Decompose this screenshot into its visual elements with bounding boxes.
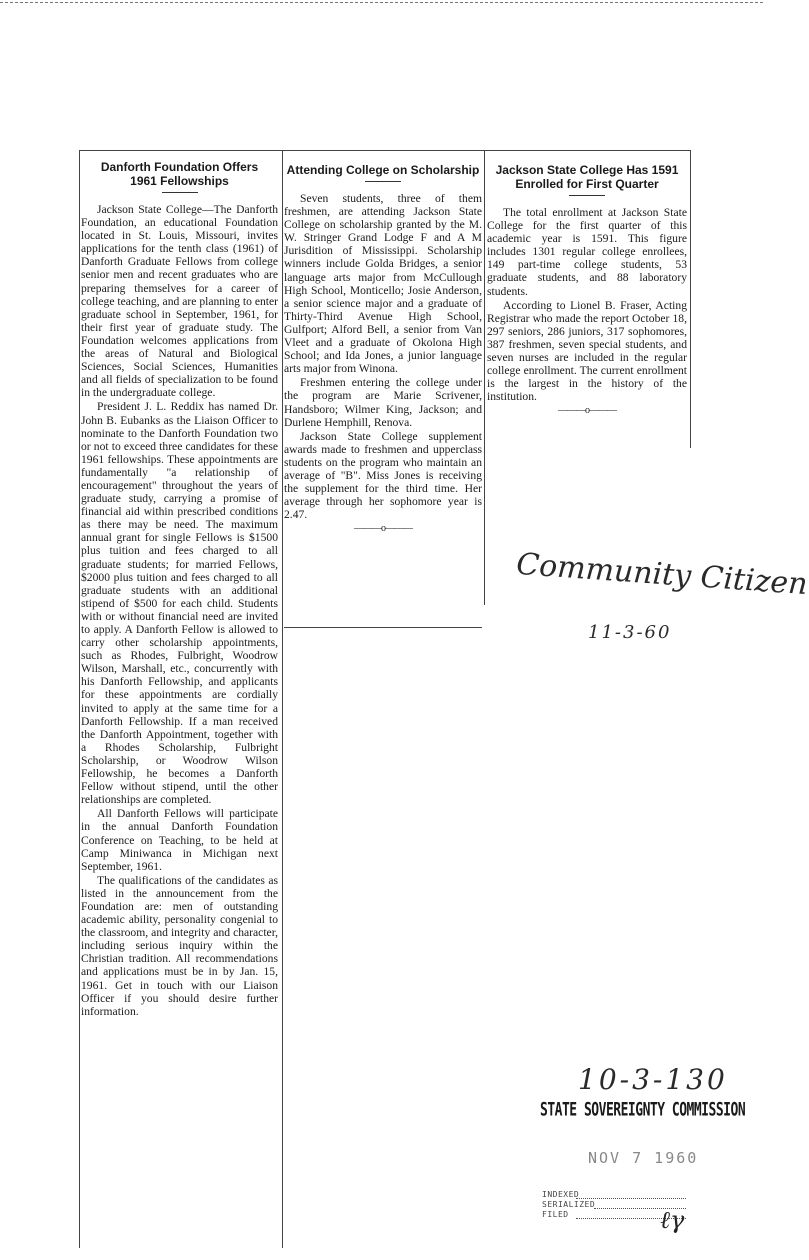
article-2-headline-line-1: Attending College on Scholarship: [286, 163, 480, 177]
article-2-headline: [284, 163, 482, 177]
article-1-paragraph-1: Jackson State College—The Danforth Foundation, an educational Foundation located in St. Louis, Missouri, invites applications for the tenth class (1961) of Danforth Graduate Fellows from college senior men and recent graduates who are preparing themselves for a career of college teaching, and are planning to enter graduate school in September, 1961, for their first year of graduate study. The Foundation welcomes applications from the areas of Natural and Biological Sciences, Social Sciences, Humanities and all fields of specialization to be found in the undergraduate college.: [81, 203, 278, 400]
handwritten-source-note: Community Citizen: [515, 546, 809, 603]
handwritten-date-note: 11-3-60: [588, 622, 672, 643]
handwritten-file-number: 10-3-130: [578, 1063, 728, 1096]
stamp-indexed-line: [576, 1198, 686, 1199]
article-3-headline-line-1: Jackson State College Has 1591: [495, 163, 679, 177]
article-scholarship: [284, 163, 482, 535]
article-2-paragraph-2: Freshmen entering the college under the program are Marie Scrivener, Handsboro; Wilmer King, Jackson; and Durlene Hemphill, Renova.: [284, 376, 482, 429]
article-1-paragraph-3: All Danforth Fellows will participate in the annual Danforth Foundation Conference on Teaching, to be held at Camp Miniwanca in Michigan next September, 1961.: [81, 807, 278, 873]
article-3-headline: [487, 163, 687, 191]
stamp-filed-label: FILED: [542, 1210, 569, 1219]
column-divider-1: [282, 150, 283, 1248]
page-top-edge: [0, 2, 763, 3]
column-top-rule: [79, 150, 691, 151]
article-3-end-mark: ———o———: [558, 405, 616, 417]
column-divider-2: [484, 150, 485, 605]
article-3-paragraph-2: According to Lionel B. Fraser, Acting Registrar who made the report October 18, 297 seniors, 286 juniors, 317 sophomores, 387 freshmen, seven special students, and seven nurses are included in the regular college enrollment. The current enrollment is the largest in the history of the institution.: [487, 298, 687, 404]
article-2-end-mark: ———o———: [354, 523, 412, 535]
article-1-paragraph-4: The qualifications of the candidates as listed in the announcement from the Foundation are: men of outstanding academic ability, personality congenial to the classroom, and integrity and character, including serious inquiry within the Christian tradition. All recommendations and applications must be in by Jan. 15, 1961. Get in touch with our Liaison Officer if you should desire further information.: [81, 873, 278, 1018]
article-1-paragraph-2: President J. L. Reddix has named Dr. John B. Eubanks as the Liaison Officer to nominate to the Danforth Foundation two or not to exceed three candidates for these 1961 fellowships. These appointments are fundamentally "a relationship of encouragement" throughout the years of graduate study, carrying a promise of financial aid within prescribed conditions as there may be need. The maximum annual grant for single Fellows is $1500 plus tuition and fees charged to all graduate students; for married Fellows, $2000 plus tuition and fees charged to all graduate students with an additional stipend of $500 for each child. Students with or without financial need are invited to apply. A Danforth Fellow is allowed to carry other scholarship appointments, such as Rhodes, Fulbright, Woodrow Wilson, Marshall, etc., concurrently with his Danforth Fellowship, and applicants for these appointments are cordially invited to apply at the same time for a Danforth Fellowship. If a man received the Danforth Appointment, together with a Rhodes Scholarship, Fulbright Scholarship, or Woodrow Wilson Fellowship, he becomes a Danforth Fellow without stipend, until the other relationships are completed.: [81, 400, 278, 807]
article-enrollment: [487, 163, 687, 417]
column-divider-left-edge: [79, 150, 80, 1248]
headline-rule: [569, 195, 605, 196]
handwritten-initials: ℓγ: [660, 1206, 685, 1234]
article-1-headline-line-2: 1961 Fellowships: [130, 174, 229, 188]
article-danforth-fellowships: [81, 160, 278, 1018]
commission-stamp: [538, 1094, 746, 1244]
stamp-indexed-label: INDEXED: [542, 1190, 580, 1199]
headline-rule: [365, 181, 401, 182]
stamp-title: STATE SOVEREIGNTY COMMISSION: [540, 1100, 746, 1121]
article-2-paragraph-3: Jackson State College supplement awards made to freshmen and upperclass students on the program who maintain an average of "B". Miss Jones is receiving the supplement for the third time. Her average through her sophomore year is 2.47.: [284, 429, 482, 522]
article-3-headline-line-2: Enrolled for First Quarter: [515, 177, 659, 191]
column-divider-right-edge: [690, 150, 691, 448]
column-2-bottom-rule: [284, 627, 482, 628]
headline-rule: [162, 192, 198, 193]
stamp-serialized-label: SERIALIZED: [542, 1200, 596, 1209]
article-2-paragraph-1: Seven students, three of them freshmen, are attending Jackson State College on scholarship granted by the M. W. Stringer Grand Lodge F and A M Jurisdition of Mississippi. Scholarship winners include Golda Bridges, a senior language arts major from McCullough High School, Monticello; Josie Anderson, a senior science major and a graduate of Thirty-Third Avenue High School, Gulfport; Alford Bell, a senior from Van Vleet and a graduate of Okolona High School; and Ida Jones, a junior language arts major from Winona.: [284, 192, 482, 376]
article-3-paragraph-1: The total enrollment at Jackson State College for the first quarter of this academic year is 1591. This figure includes 1301 regular college enrollees, 149 part-time college students, 53 graduate students, and 88 laboratory students.: [487, 206, 687, 298]
article-1-headline-line-1: Danforth Foundation Offers: [100, 160, 259, 174]
stamp-date: NOV 7 1960: [588, 1149, 699, 1167]
article-1-headline: [81, 160, 278, 188]
